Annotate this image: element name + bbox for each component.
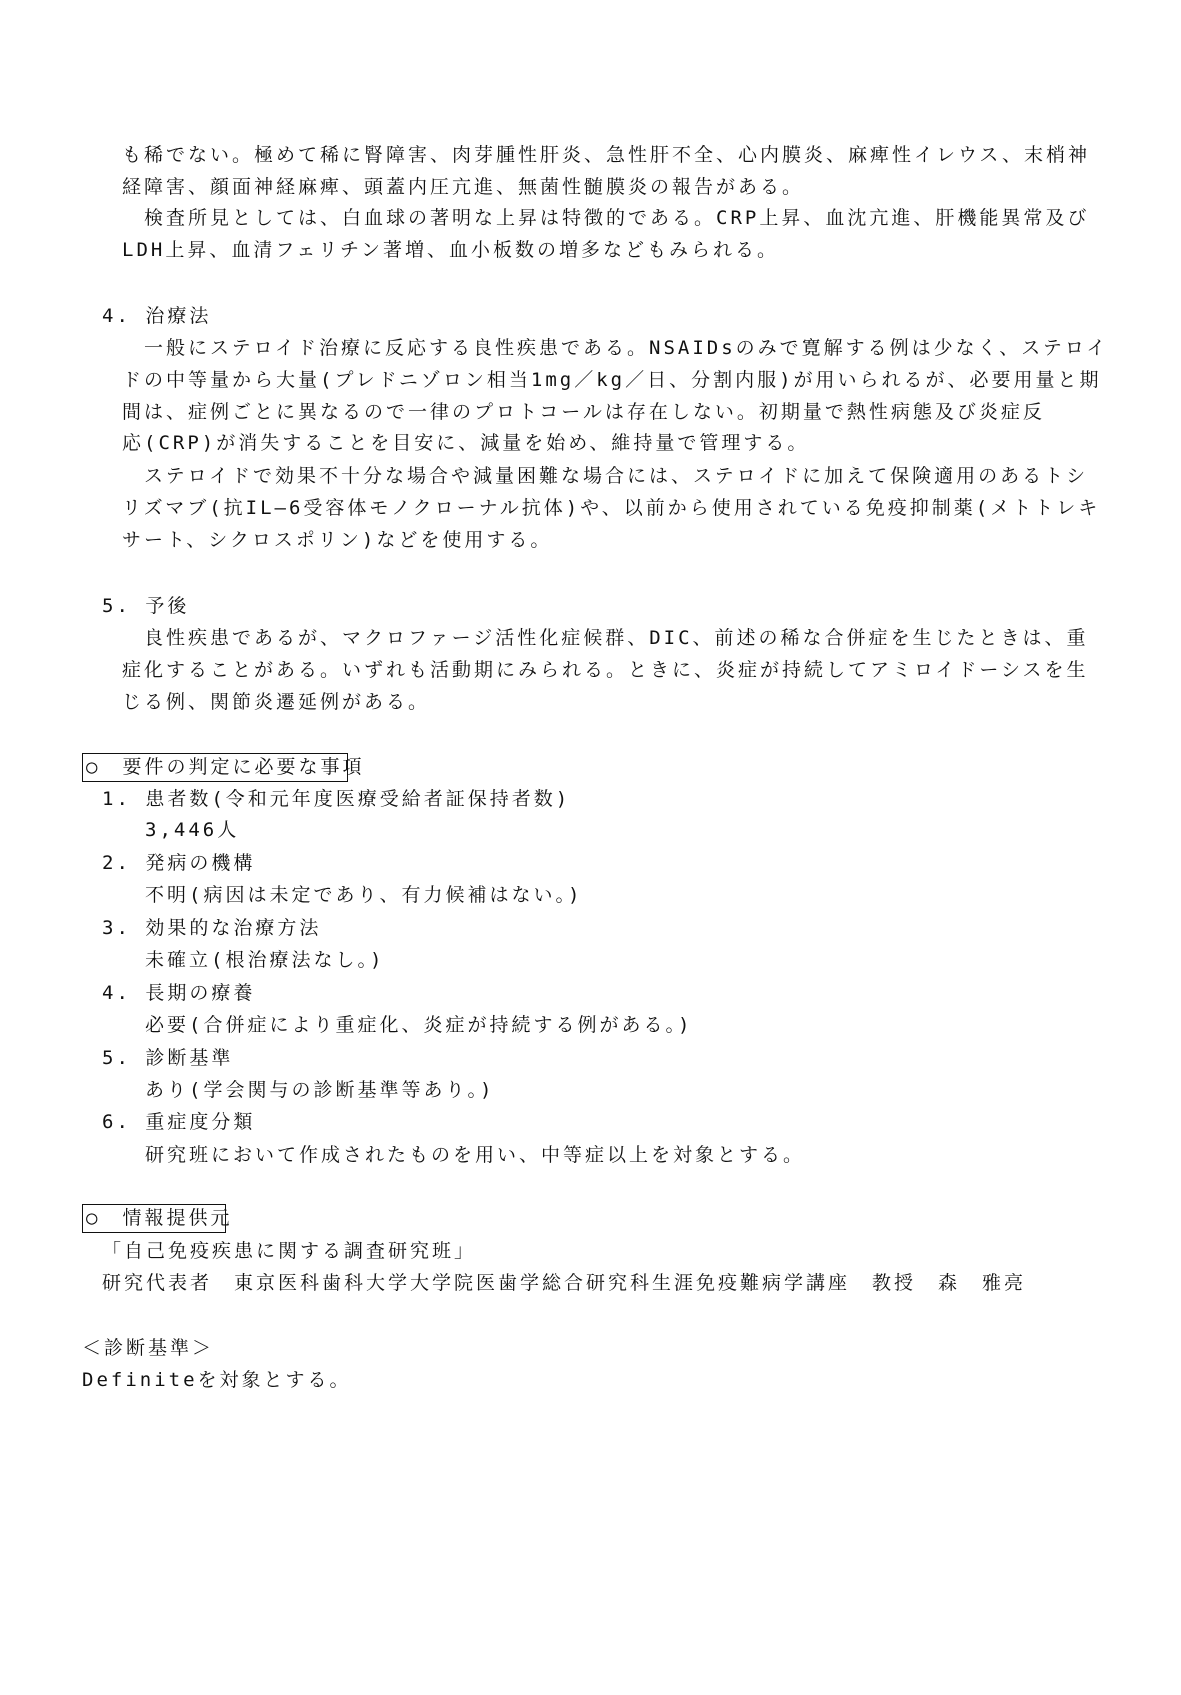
research-representative: 研究代表者 東京医科歯科大学大学院医歯学総合研究科生涯免疫難病学講座 教授 森 雅亮 (102, 1272, 1027, 1294)
requirement-value: 研究班において作成されたものを用い、中等症以上を対象とする。 (145, 1144, 806, 1166)
requirement-label: 4. 長期の療養 (102, 982, 256, 1004)
requirement-value: 必要(合併症により重症化、炎症が持続する例がある。) (145, 1014, 693, 1036)
requirement-value: 不明(病因は未定であり、有力候補はない。) (145, 884, 583, 906)
paragraph-line: LDH上昇、血清フェリチン著増、血小板数の増多などもみられる。 (122, 239, 780, 261)
paragraph-line: ドの中等量から大量(プレドニゾロン相当1mg／kg／日、分割内服)が用いられるが、必要用量と期 (122, 369, 1102, 391)
section-heading-treatment: 4. 治療法 (102, 305, 212, 327)
paragraph-line: 一般にステロイド治療に反応する良性疾患である。NSAIDsのみで寛解する例は少なく、ステロイ (122, 337, 1109, 359)
requirement-label: 1. 患者数(令和元年度医療受給者証保持者数) (102, 788, 571, 810)
paragraph-line: 検査所見としては、白血球の著明な上昇は特徴的である。CRP上昇、血沈亢進、肝機能異常及び (122, 207, 1090, 229)
requirement-label: 2. 発病の機構 (102, 852, 256, 874)
paragraph-line: サート、シクロスポリン)などを使用する。 (122, 529, 553, 551)
requirement-value: あり(学会関与の診断基準等あり。) (145, 1079, 495, 1101)
requirement-value: 未確立(根治療法なし。) (145, 949, 385, 971)
requirement-label: 5. 診断基準 (102, 1047, 234, 1069)
requirement-label: 3. 効果的な治療方法 (102, 917, 322, 939)
requirement-label: 6. 重症度分類 (102, 1111, 256, 1133)
section-heading-prognosis: 5. 予後 (102, 595, 190, 617)
paragraph-line: じる例、関節炎遷延例がある。 (122, 691, 431, 713)
requirements-title: ○ 要件の判定に必要な事項 (86, 756, 365, 778)
criteria-text: Definiteを対象とする。 (82, 1369, 352, 1391)
paragraph-line: リズマブ(抗IL―6受容体モノクローナル抗体)や、以前から使用されている免疫抑制薬(メトトレキ (122, 497, 1101, 519)
paragraph-line: 経障害、顔面神経麻痺、頭蓋内圧亢進、無菌性髄膜炎の報告がある。 (122, 176, 805, 198)
criteria-heading: ＜診断基準＞ (82, 1337, 215, 1359)
research-group: 「自己免疫疾患に関する調査研究班」 (102, 1240, 477, 1262)
paragraph-line: 良性疾患であるが、マクロファージ活性化症候群、DIC、前述の稀な合併症を生じたときは、重 (122, 627, 1089, 649)
requirement-value: 3,446人 (145, 819, 240, 841)
paragraph-line: 応(CRP)が消失することを目安に、減量を始め、維持量で管理する。 (122, 432, 810, 454)
paragraph-line: 症化することがある。いずれも活動期にみられる。ときに、炎症が持続してアミロイドーシスを生 (122, 659, 1089, 681)
paragraph-line: ステロイドで効果不十分な場合や減量困難な場合には、ステロイドに加えて保険適用のあるトシ (122, 465, 1089, 487)
paragraph-line: 間は、症例ごとに異なるので一律のプロトコールは存在しない。初期量で熱性病態及び炎症反 (122, 401, 1045, 423)
source-title: ○ 情報提供元 (86, 1207, 233, 1229)
paragraph-line: も稀でない。極めて稀に腎障害、肉芽腫性肝炎、急性肝不全、心内膜炎、麻痺性イレウス、末梢神 (122, 144, 1091, 166)
